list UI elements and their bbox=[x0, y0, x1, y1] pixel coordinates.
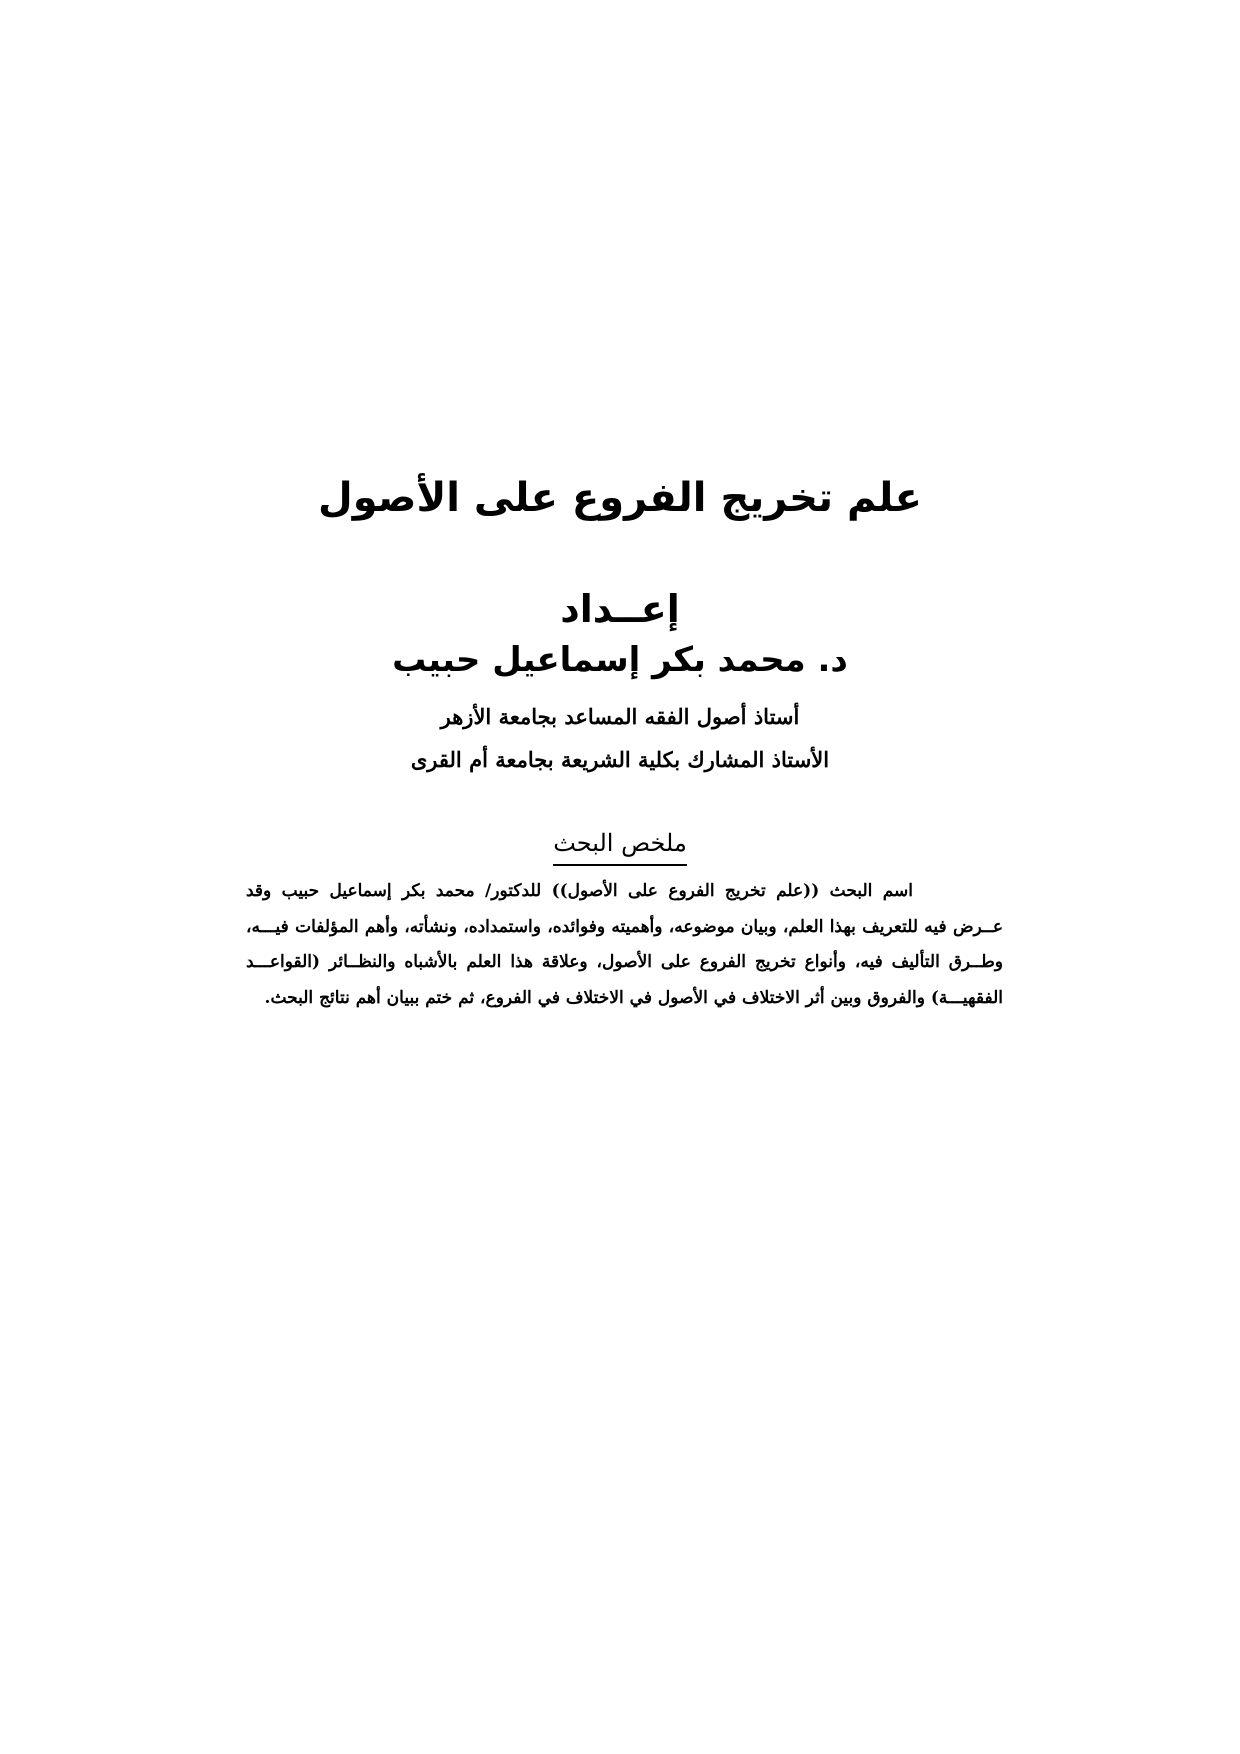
author-affiliation-1: أستاذ أصول الفقه المساعد بجامعة الأزهر bbox=[440, 704, 800, 729]
abstract-body: اسم البحث ((علم تخريج الفروع على الأصول)) للدكتور/ محمد بكر إسماعيل حبيب وقد عــرض فيه للتعريف بهذا العلم، وبيان موضوعه، وأهميته وفوائده، واستمداده، ونشأته، وأهم المؤلفات فيـــه، وطــرق التأليف فيه، وأنواع تخريج الفروع على الأصول، وعلاقة هذا العلم بالأشباه والنظــائر (القواعـــد الفقهيـــة) والفروق وبين أثر الاختلاف في الأصول في الاختلاف في الفروع، ثم ختم ببيان أهم نتائج البحث. bbox=[246, 881, 1003, 1008]
author-name: د. محمد بكر إسماعيل حبيب bbox=[392, 640, 848, 680]
prepared-by-label: إعــداد bbox=[560, 587, 680, 631]
abstract-heading-underline bbox=[553, 864, 687, 866]
document-title: علم تخريج الفروع على الأصول bbox=[318, 475, 922, 521]
author-affiliation-2: الأستاذ المشارك بكلية الشريعة بجامعة أم القرى bbox=[410, 747, 830, 772]
abstract-heading: ملخص البحث bbox=[553, 829, 687, 857]
